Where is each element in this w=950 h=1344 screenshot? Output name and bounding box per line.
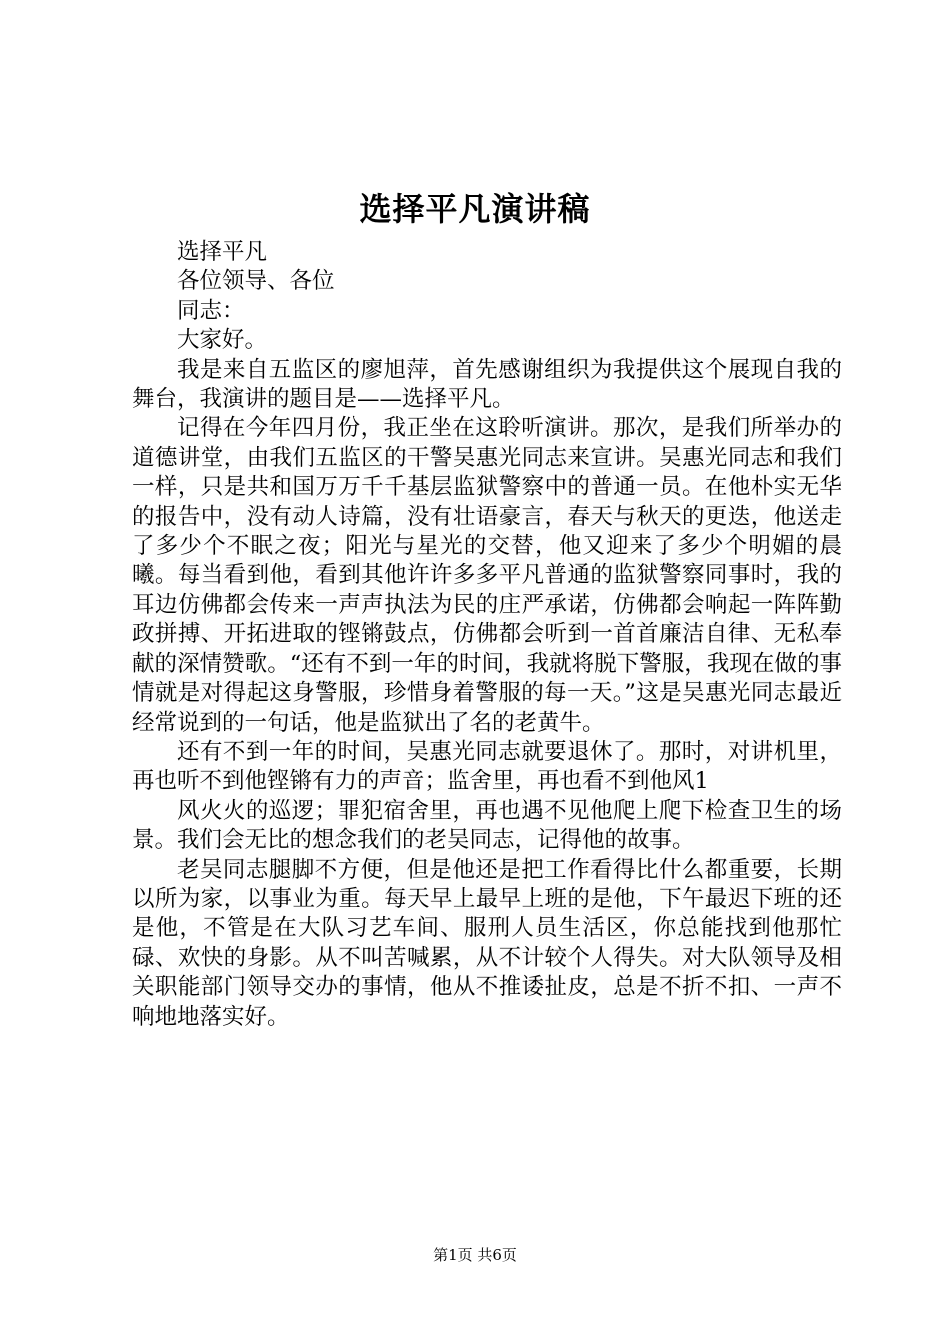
document-body: [132, 238, 842, 1032]
paragraph: 大家好。: [177, 327, 268, 354]
paragraph: 记得在今年四月份，我正坐在这聆听演讲。那次，是我们所举办的道德讲堂，由我们五监区的干警吴惠光同志来宣讲。吴惠光同志和我们一样，只是共和国万万千千基层监狱警察中的普通一员。在他朴实无华的报告中，没有动人诗篇，没有壮语豪言，春天与秋天的更迭，他送走了多少个不眠之夜；阳光与星光的交替，他又迎来了多少个明媚的晨曦。每当看到他，看到其他许许多多平凡普通的监狱警察同事时，我的耳边仿佛都会传来一声声执法为民的庄严承诺，仿佛都会响起一阵阵勤政拼搏、开拓进取的铿锵鼓点，仿佛都会听到一首首廉洁自律、无私奉献的深情赞歌。“还有不到一年的时间，我就将脱下警服，我现在做的事情就是对得起这身警服，珍惜身着警服的每一天。”这是吴惠光同志最近经常说到的一句话，他是监狱出了名的老黄牛。: [132, 415, 842, 736]
paragraph: 选择平凡: [177, 239, 268, 265]
paragraph: 各位领导、各位: [177, 268, 335, 295]
paragraph: 还有不到一年的时间，吴惠光同志就要退休了。那时，对讲机里，再也听不到他铿锵有力的声音；监舍里，再也看不到他风1: [132, 738, 842, 795]
paragraph: 我是来自五监区的廖旭萍，首先感谢组织为我提供这个展现自我的舞台，我演讲的题目是——选择平凡。: [132, 356, 842, 413]
paragraph: 风火火的巡逻；罪犯宿舍里，再也遇不见他爬上爬下检查卫生的场景。我们会无比的想念我们的老吴同志，记得他的故事。: [132, 797, 842, 854]
document-title: 选择平凡演讲稿: [359, 190, 591, 228]
paragraph: 同志：: [177, 297, 245, 324]
page-footer: 第1页 共6页: [433, 1246, 517, 1264]
paragraph: 老吴同志腿脚不方便，但是他还是把工作看得比什么都重要，长期以所为家，以事业为重。每天早上最早上班的是他，下午最迟下班的还是他，不管是在大队习艺车间、服刑人员生活区，你总能找到他那忙碌、欢快的身影。从不叫苦喊累，从不计较个人得失。对大队领导及相关职能部门领导交办的事情，他从不推诿扯皮，总是不折不扣、一声不响地地落实好。: [132, 856, 842, 1030]
